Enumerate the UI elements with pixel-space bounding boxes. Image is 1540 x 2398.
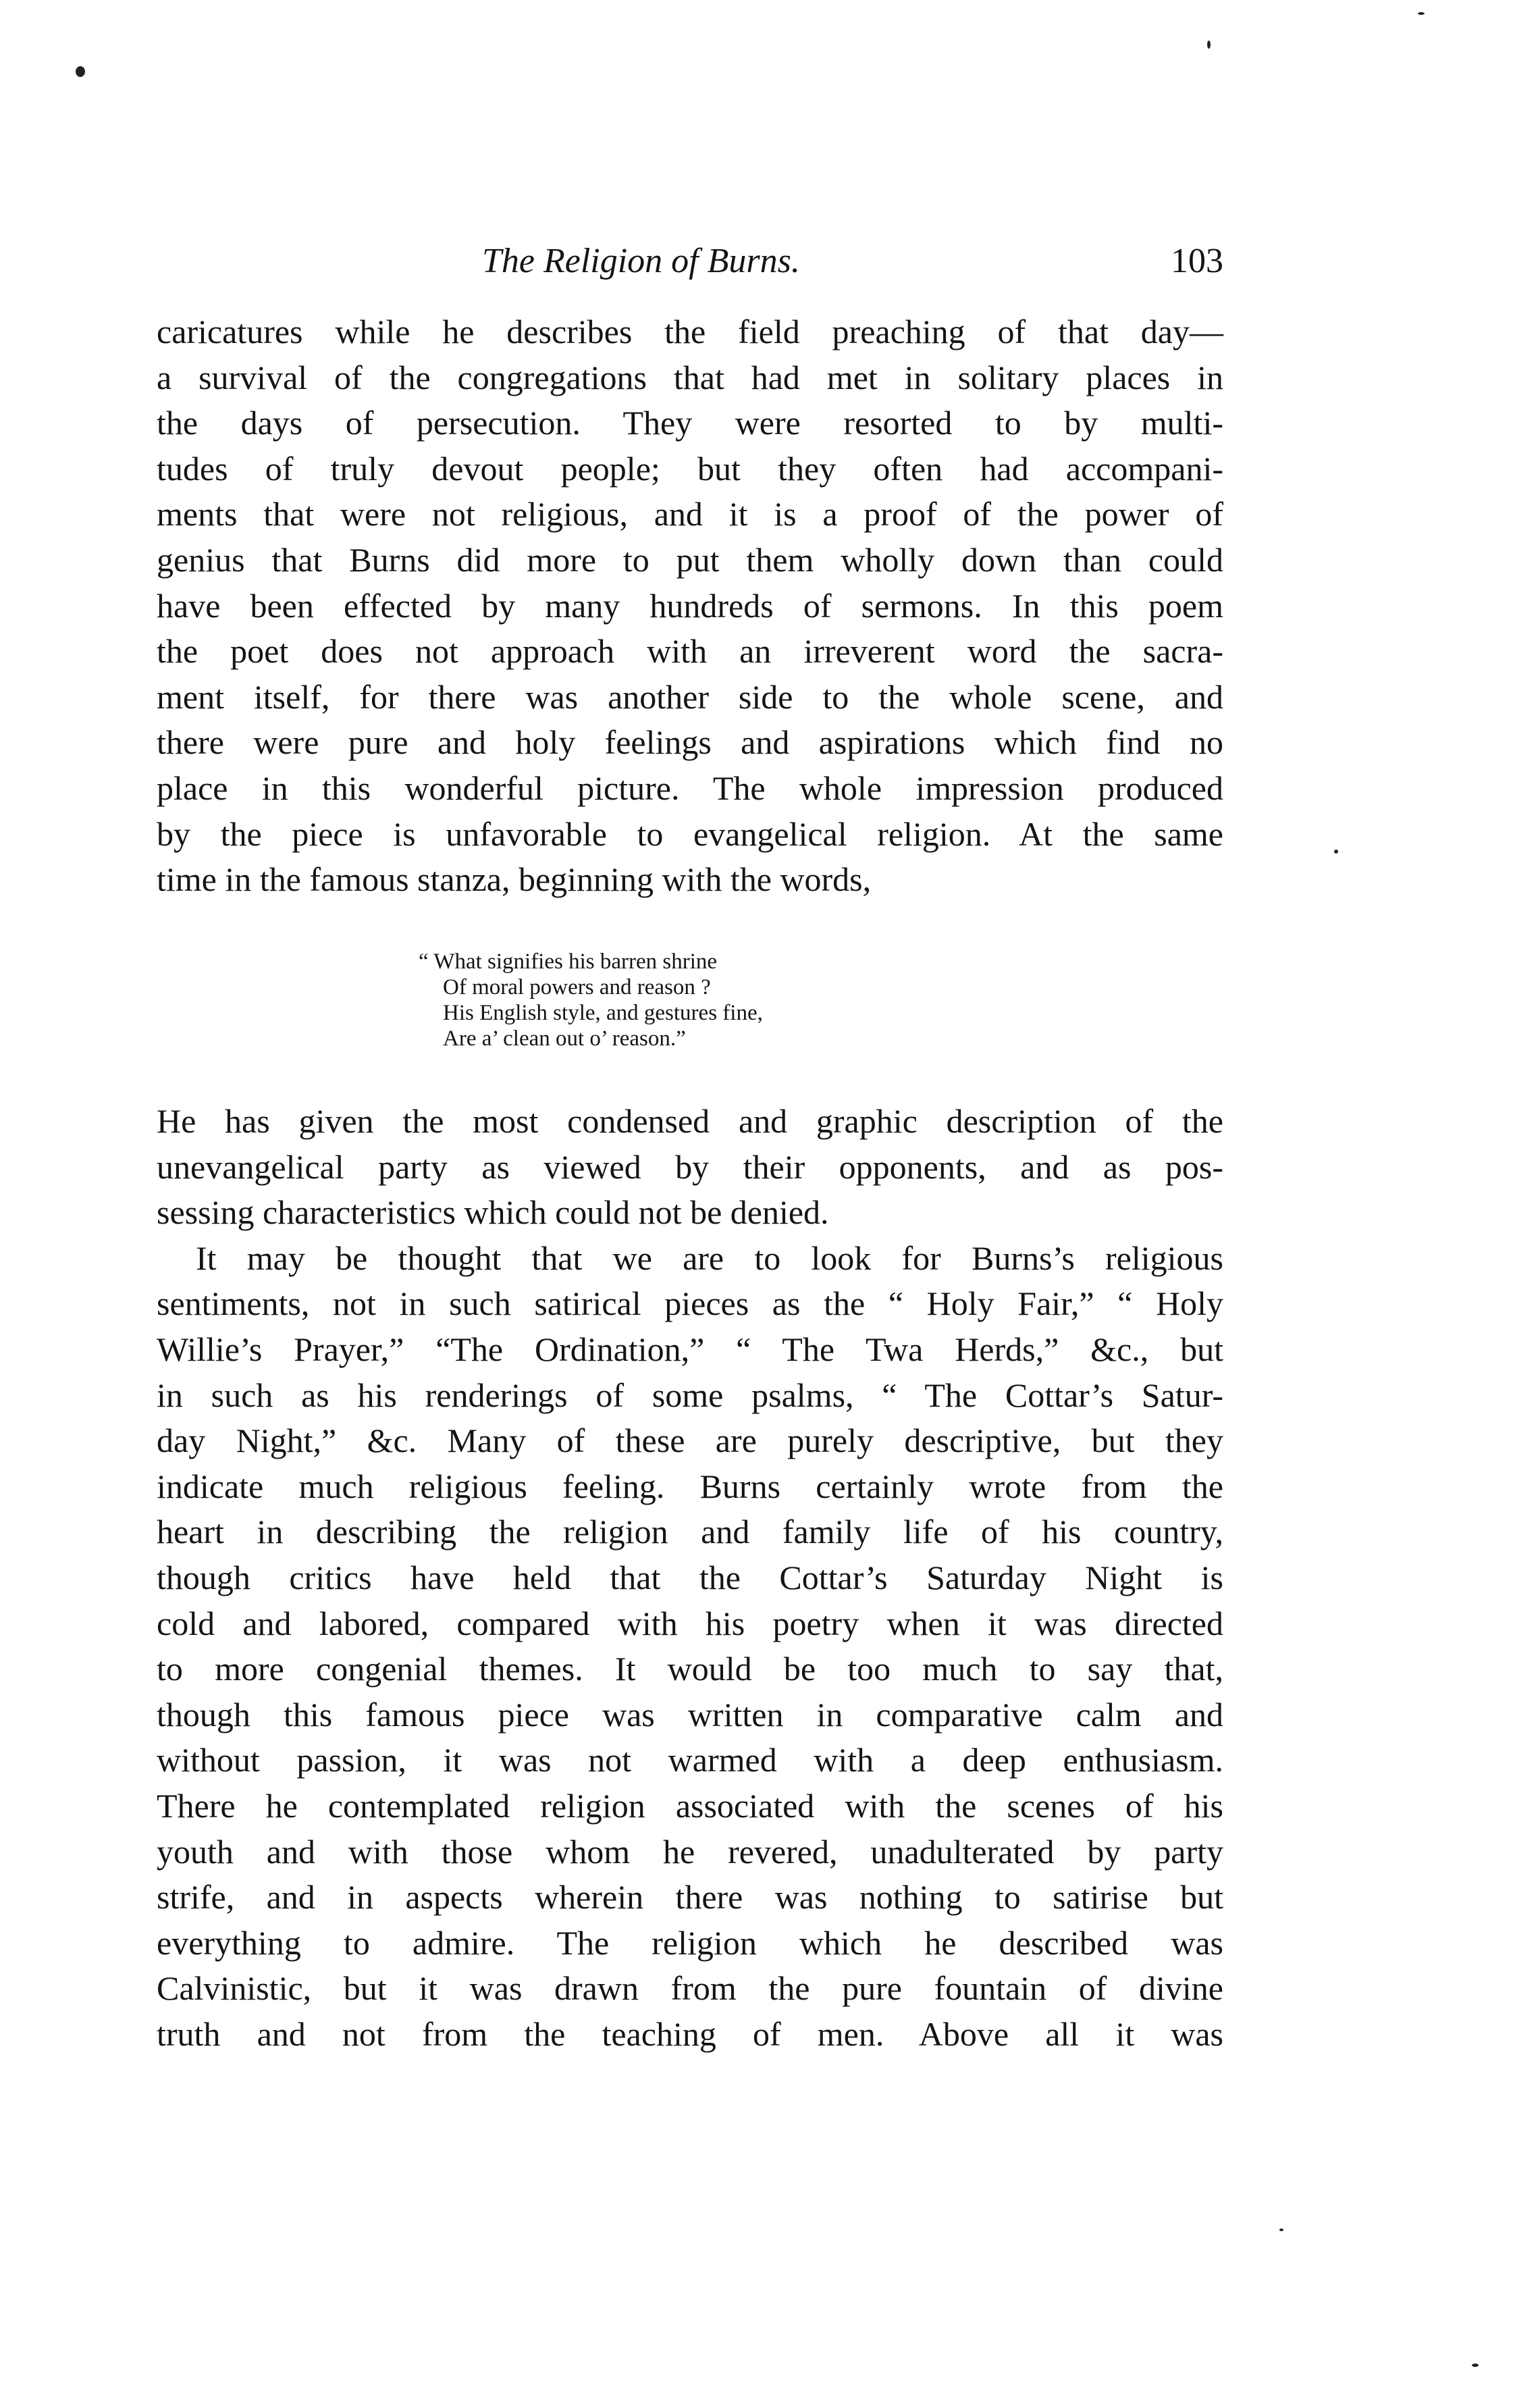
text-line: ment itself, for there was another side to the whole scene, and (157, 677, 1223, 716)
text-line: though this famous piece was written in comparative calm and (157, 1695, 1223, 1734)
text-line: everything to admire. The religion which he described was (157, 1923, 1223, 1962)
verse-line: Are a’ clean out o’ reason.” (443, 1026, 686, 1051)
text-line: without passion, it was not warmed with a deep enthusiasm. (157, 1741, 1223, 1779)
text-line: strife, and in aspects wherein there was nothing to satirise but (157, 1878, 1223, 1917)
text-line: day Night,” &c. Many of these are purely descriptive, but they (157, 1422, 1223, 1460)
text-line: time in the famous stanza, beginning with the words, (157, 860, 872, 899)
verse-line: “ What signifies his barren shrine (419, 949, 718, 974)
text-line: a survival of the congregations that had met in solitary places in (157, 358, 1223, 396)
text-line: heart in describing the religion and family life of his country, (157, 1513, 1223, 1551)
paragraph-1 (157, 309, 1223, 903)
verse-line: Of moral powers and reason ? (443, 975, 711, 999)
verse-quotation (419, 949, 932, 1051)
scan-speck (1472, 2364, 1479, 2367)
text-line: the poet does not approach with an irreverent word the sacra- (157, 632, 1223, 671)
text-line: place in this wonderful picture. The whole impression produced (157, 768, 1223, 807)
text-line: There he contemplated religion associated with the scenes of his (157, 1786, 1223, 1825)
text-line: tudes of truly devout people; but they often had accompani- (157, 449, 1223, 488)
text-line: in such as his renderings of some psalms, “ The Cottar’s Satur- (157, 1376, 1223, 1414)
scan-speck (1418, 12, 1425, 15)
scan-speck (1334, 850, 1338, 854)
text-line: youth and with those whom he revered, unadulterated by party (157, 1832, 1223, 1871)
paragraph-2-and-3 (157, 1099, 1223, 2057)
page-number: 103 (1171, 242, 1223, 280)
scan-speck (1207, 41, 1211, 49)
text-line: by the piece is unfavorable to evangelical religion. At the same (157, 814, 1223, 853)
text-line: sessing characteristics which could not be denied. (157, 1193, 829, 1232)
text-line: sentiments, not in such satirical pieces as the “ Holy Fair,” “ Holy (157, 1284, 1223, 1323)
text-line: there were pure and holy feelings and aspirations which find no (157, 723, 1223, 762)
text-line: Willie’s Prayer,” “The Ordination,” “ The Twa Herds,” &c., but (157, 1330, 1223, 1368)
running-title: The Religion of Burns. (482, 242, 800, 280)
text-line: truth and not from the teaching of men. Above all it was (157, 2014, 1223, 2053)
page-header (157, 238, 1223, 285)
text-line: It may be thought that we are to look for Burns’s religious (196, 1239, 1223, 1277)
scan-speck (76, 66, 85, 77)
verse-line: His English style, and gestures fine, (443, 1001, 763, 1025)
text-line: ments that were not religious, and it is a proof of the power of (157, 495, 1223, 533)
text-line: though critics have held that the Cottar’s Saturday Night is (157, 1558, 1223, 1596)
text-line: to more congenial themes. It would be too much to say that, (157, 1650, 1223, 1688)
text-line: caricatures while he describes the field preaching of that day— (157, 313, 1223, 350)
text-line: cold and labored, compared with his poetry when it was directed (157, 1604, 1223, 1642)
text-line: the days of persecution. They were resorted to by multi- (157, 404, 1223, 442)
scan-speck (1279, 2228, 1283, 2231)
text-line: unevangelical party as viewed by their opponents, and as pos- (157, 1147, 1223, 1186)
text-line: indicate much religious feeling. Burns certainly wrote from the (157, 1467, 1223, 1505)
text-line: have been effected by many hundreds of sermons. In this poem (157, 586, 1223, 625)
text-line: He has given the most condensed and graphic description of the (157, 1102, 1223, 1140)
text-line: Calvinistic, but it was drawn from the pure fountain of divine (157, 1969, 1223, 2008)
text-line: genius that Burns did more to put them wholly down than could (157, 540, 1223, 579)
